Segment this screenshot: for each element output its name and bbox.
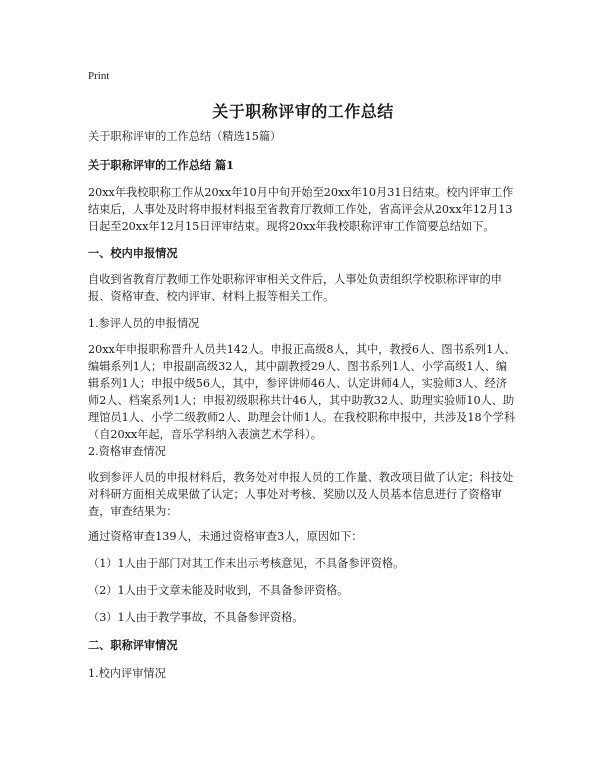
- heading-school-application: 一、校内申报情况: [88, 246, 178, 260]
- section-title: 关于职称评审的工作总结 篇1: [88, 158, 234, 172]
- reason-item-2: （2）1人由于文章未能及时收到，不具备参评资格。: [88, 584, 349, 597]
- paragraph-applicants-detail: 20xx年申报职称晋升人员共142人。申报正高级8人，其中，教授6人、图书系列1人、编辑系列1人；申报副高级32人，其中副教授29人、图书系列1人、小学高级1人、编辑系列1人；申报中级56人，其中，参评讲师46人、认定讲师4人，实验师3人、经济师2人、档案系列1人；申报初级职称共计46人，其中助教32人、助理实验师10人、助理馆员1人、小学二级教师2人、助理会计师1人。在我校职称申报中，共涉及18个学科（自20xx年起，音乐学科纳入表演艺术学科）。: [88, 343, 516, 441]
- subheading-qualification-review: 2.资格审查情况: [88, 445, 166, 458]
- intro-paragraph: 20xx年我校职称工作从20xx年10月中旬开始至20xx年10月31日结束。校内评审工作结束后，人事处及时将申报材料报至省教育厅教师工作处，省高评会从20xx年12月13日起至20xx年12月15日评审结束。现将20xx年我校职称评审工作简要总结如下。: [88, 186, 514, 233]
- document-title: 关于职称评审的工作总结: [212, 102, 394, 121]
- subheading-school-evaluation: 1.校内评审情况: [88, 667, 166, 680]
- paragraph-application-organization: 自收到省教育厅教师工作处职称评审相关文件后，人事处负责组织学校职称评审的申报、资格审查、校内评审、材料上报等相关工作。: [88, 273, 502, 303]
- document-subtitle: 关于职称评审的工作总结（精选15篇）: [88, 130, 282, 143]
- print-link[interactable]: Print: [88, 70, 110, 82]
- paragraph-qualification-review: 收到参评人员的申报材料后，教务处对申报人员的工作量、教改项目做了认定；科技处对科研方面相关成果做了认定；人事处对考核、奖励以及人员基本信息进行了资格审查，审查结果为：: [88, 471, 514, 518]
- reason-item-3: （3）1人由于教学事故，不具备参评资格。: [88, 611, 304, 624]
- reason-item-1: （1）1人由于部门对其工作未出示考核意见，不具备参评资格。: [88, 557, 405, 570]
- subheading-applicants: 1.参评人员的申报情况: [88, 317, 200, 330]
- heading-evaluation: 二、职称评审情况: [88, 638, 178, 652]
- paragraph-review-result: 通过资格审查139人，未通过资格审查3人，原因如下：: [88, 530, 363, 543]
